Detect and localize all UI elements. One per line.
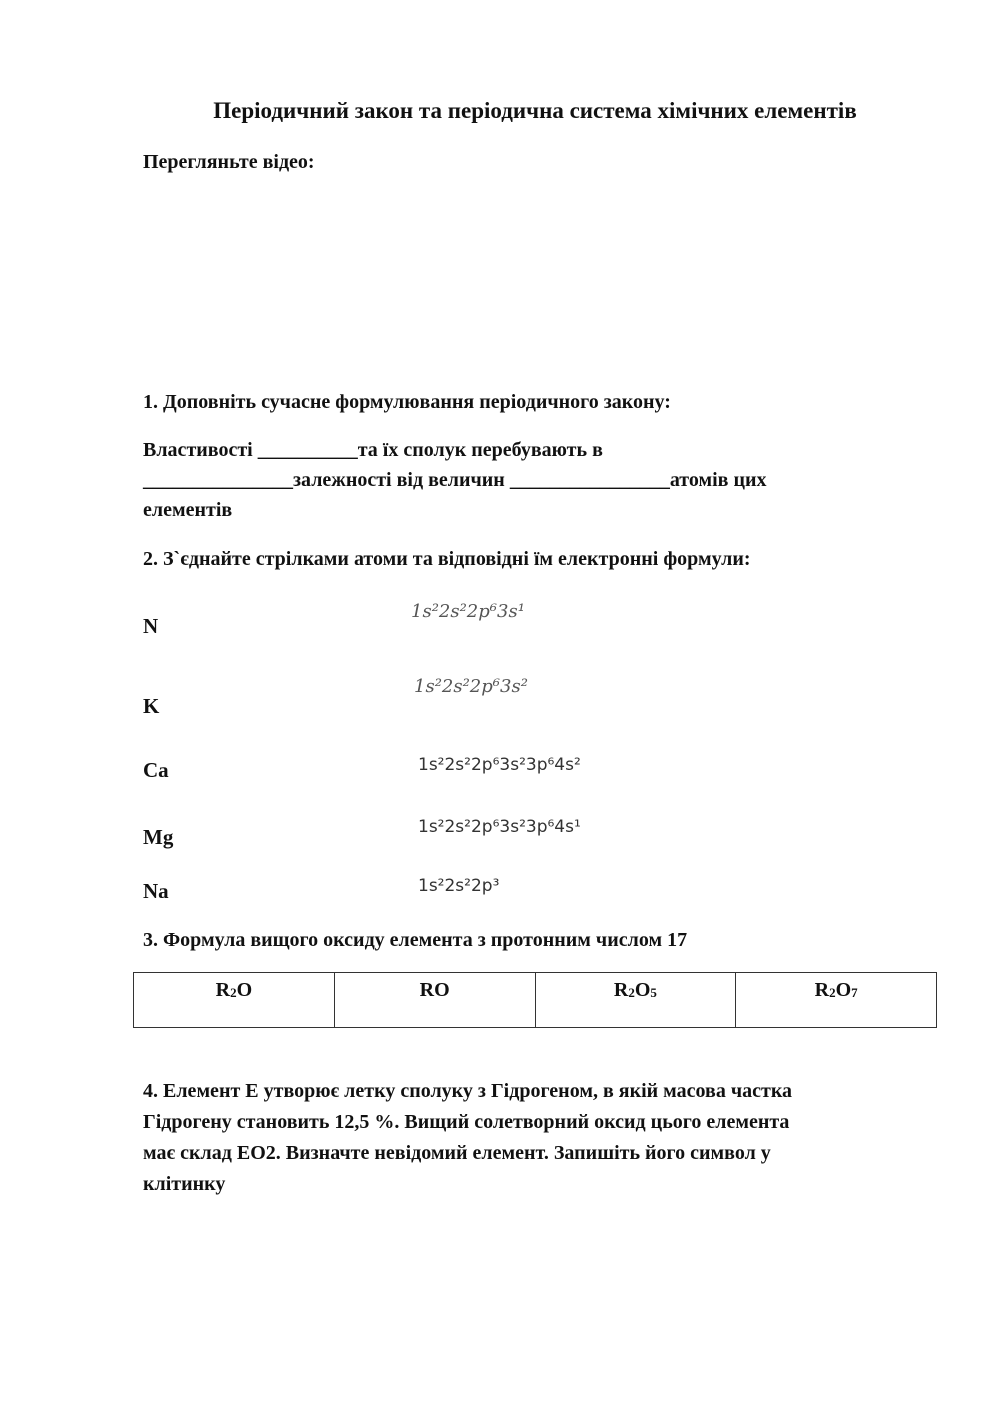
electron-formula-4: 1s²2s²2p⁶3s²3p⁶4s¹ [418,817,581,837]
atom-k: K [143,694,160,718]
q3-heading: 3. Формула вищого оксиду елемента з протонним числом 17 [143,929,688,951]
q1-line-3: елементів [143,499,233,521]
electron-formula-1: 1s²2s²2p⁶3s¹ [411,601,525,622]
electron-formula-5: 1s²2s²2p³ [418,876,500,896]
q2-heading: 2. З`єднайте стрілками атоми та відповідні їм електронні формули: [143,548,751,570]
q4-line-3: має склад ЕО2. Визначте невідомий елемент. Запишіть його символ у [143,1142,771,1164]
atom-na: Na [143,879,169,903]
electron-formula-3: 1s²2s²2p⁶3s²3p⁶4s² [418,755,581,775]
q4-line-4: клітинку [143,1173,226,1195]
oxide-options-table [133,972,937,1028]
electron-formula-2: 1s²2s²2p⁶3s² [414,676,528,697]
q1-heading: 1. Доповніть сучасне формулювання періодичного закону: [143,391,671,413]
q1-line-1: Властивості __________та їх сполук перебувають в [143,439,603,461]
oxide-option-r2o5[interactable]: $R_2O_5$ [535,973,736,1028]
oxide-option-r2o[interactable]: $R_2O$ [134,973,335,1028]
q4-line-1: 4. Елемент Е утворює летку сполуку з Гідрогеном, в якій масова частка [143,1080,793,1102]
atom-ca: Ca [143,758,169,782]
atom-n: N [143,614,159,638]
page-title: Періодичний закон та періодична система хімічних елементів [213,98,857,123]
q1-line-2: _______________залежності від величин ________________атомів цих [143,469,767,491]
q4-line-2: Гідрогену становить 12,5 %. Вищий солетворний оксид цього елемента [143,1111,790,1133]
atom-mg: Mg [143,825,174,849]
oxide-option-ro[interactable]: RO [334,973,535,1028]
oxide-option-r2o7[interactable]: $R_2O_7$ [736,973,937,1028]
video-prompt: Перегляньте відео: [143,151,315,173]
